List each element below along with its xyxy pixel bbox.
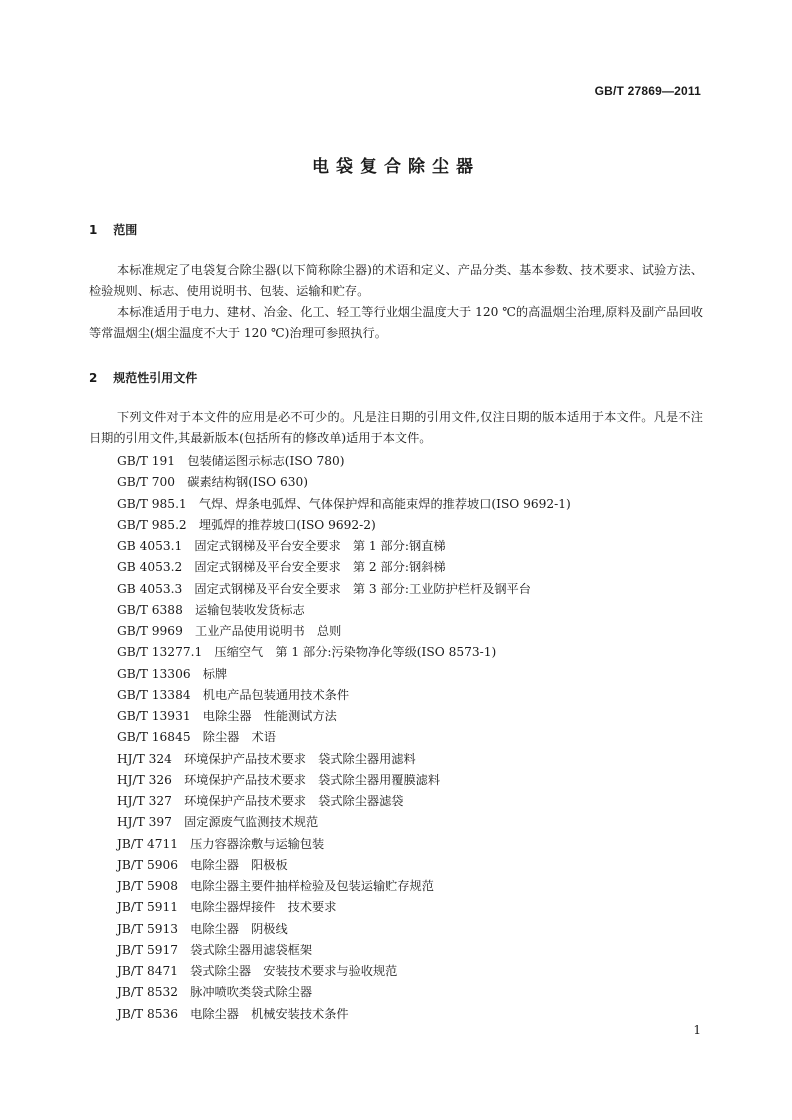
reference-item: JB/T 4711 压力容器涂敷与运输包装 <box>117 836 325 851</box>
reference-item: GB/T 700 碳素结构钢(ISO 630) <box>117 475 308 490</box>
references-intro-paragraph: 下列文件对于本文件的应用是必不可少的。凡是注日期的引用文件,仅注日期的版本适用于本文件。凡是不注日期的引用文件,其最新版本(包括所有的修改单)适用于本文件。 <box>89 410 703 445</box>
scope-paragraph-1: 本标准规定了电袋复合除尘器(以下简称除尘器)的术语和定义、产品分类、基本参数、技术要求、试验方法、检验规则、标志、使用说明书、包装、运输和贮存。 <box>89 263 703 298</box>
section-number: 1 <box>89 223 98 237</box>
reference-item: GB/T 16845 除尘器 术语 <box>117 730 276 745</box>
reference-item: HJ/T 326 环境保护产品技术要求 袋式除尘器用覆膜滤料 <box>117 772 441 787</box>
reference-item: JB/T 8471 袋式除尘器 安装技术要求与验收规范 <box>117 964 398 978</box>
page-number: 1 <box>693 1023 701 1037</box>
reference-item: GB/T 13306 标牌 <box>117 666 228 681</box>
document-code: GB/T 27869—2011 <box>594 84 701 98</box>
section-number: 2 <box>89 371 98 385</box>
section-title: 规范性引用文件 <box>113 371 198 385</box>
reference-item: GB/T 13384 机电产品包装通用技术条件 <box>117 687 350 702</box>
reference-item: JB/T 5913 电除尘器 阴极线 <box>117 921 288 936</box>
reference-item: JB/T 5917 袋式除尘器用滤袋框架 <box>117 942 313 957</box>
reference-item: JB/T 5906 电除尘器 阳极板 <box>117 857 288 872</box>
reference-item: GB 4053.1 固定式钢梯及平台安全要求 第 1 部分:钢直梯 <box>117 539 446 553</box>
reference-item: GB/T 9969 工业产品使用说明书 总则 <box>117 624 342 638</box>
reference-item: GB 4053.3 固定式钢梯及平台安全要求 第 3 部分:工业防护栏杆及钢平台 <box>117 581 531 596</box>
section-heading-scope <box>89 221 137 238</box>
reference-item: HJ/T 397 固定源废气监测技术规范 <box>117 815 319 830</box>
reference-item: JB/T 8536 电除尘器 机械安装技术条件 <box>117 1006 349 1021</box>
reference-item: GB/T 13277.1 压缩空气 第 1 部分:污染物净化等级(ISO 8573-1) <box>117 645 497 660</box>
document-title: 电袋复合除尘器 <box>312 157 480 177</box>
reference-item: JB/T 8532 脉冲喷吹类袋式除尘器 <box>117 985 313 1000</box>
reference-item: JB/T 5911 电除尘器焊接件 技术要求 <box>117 900 337 915</box>
reference-item: HJ/T 324 环境保护产品技术要求 袋式除尘器用滤料 <box>117 751 416 766</box>
reference-item: GB/T 985.2 埋弧焊的推荐坡口(ISO 9692-2) <box>117 517 376 532</box>
section-title: 范围 <box>113 223 138 237</box>
reference-item: HJ/T 327 环境保护产品技术要求 袋式除尘器滤袋 <box>117 794 404 808</box>
reference-item: JB/T 5908 电除尘器主要件抽样检验及包装运输贮存规范 <box>117 879 434 893</box>
reference-item: GB/T 6388 运输包装收发货标志 <box>117 602 305 617</box>
section-heading-normative-references <box>89 369 197 386</box>
reference-list <box>117 451 571 1025</box>
reference-item: GB/T 985.1 气焊、焊条电弧焊、气体保护焊和高能束焊的推荐坡口(ISO 9692-1) <box>117 496 571 511</box>
reference-item: GB/T 191 包装储运图示标志(ISO 780) <box>117 454 345 468</box>
reference-item: GB/T 13931 电除尘器 性能测试方法 <box>117 709 337 723</box>
reference-item: GB 4053.2 固定式钢梯及平台安全要求 第 2 部分:钢斜梯 <box>117 560 446 575</box>
scope-paragraph-2: 本标准适用于电力、建材、冶金、化工、轻工等行业烟尘温度大于 120 ℃的高温烟尘治理,原料及副产品回收等常温烟尘(烟尘温度不大于 120 ℃)治理可参照执行。 <box>89 305 703 340</box>
